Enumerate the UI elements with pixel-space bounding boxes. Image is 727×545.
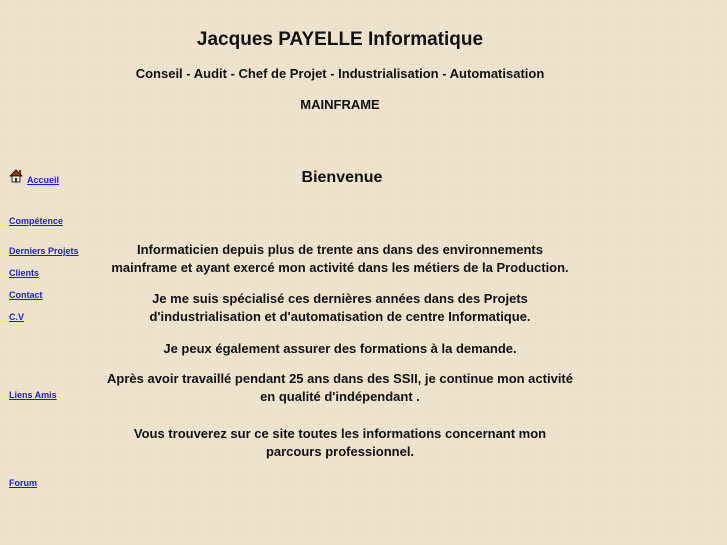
home-icon[interactable] <box>9 169 22 182</box>
intro-paragraph-4: Après avoir travaillé pendant 25 ans dans des SSII, je continue mon activité en qualité d'indépendant . <box>107 371 573 404</box>
welcome-heading <box>242 169 442 187</box>
welcome-heading-text: Bienvenue <box>301 169 383 186</box>
nav-forum[interactable]: Forum <box>9 478 37 488</box>
intro-paragraph-3: Je peux également assurer des formations à la demande. <box>163 341 517 356</box>
intro-paragraph-1: Informaticien depuis plus de trente ans dans des environnements mainframe et ayant exercé mon activité dans les métiers de la Production. <box>111 242 569 275</box>
nav-cv[interactable]: C.V <box>9 312 25 322</box>
site-tag: MAINFRAME <box>300 97 380 112</box>
nav-clients[interactable]: Clients <box>9 268 40 278</box>
site-subtitle: Conseil - Audit - Chef de Projet - Industrialisation - Automatisation <box>135 66 545 81</box>
intro-paragraph-2: Je me suis spécialisé ces dernières années dans des Projets d'industrialisation et d'automatisation de centre Informatique. <box>149 291 531 324</box>
site-title: Jacques PAYELLE Informatique <box>196 29 484 50</box>
nav-accueil[interactable]: Accueil <box>27 175 60 185</box>
nav-liens-amis[interactable]: Liens Amis <box>9 390 57 400</box>
nav-contact[interactable]: Contact <box>9 290 43 300</box>
intro-paragraph-5: Vous trouverez sur ce site toutes les informations concernant mon parcours professionnel. <box>133 426 547 459</box>
nav-competence[interactable]: Compétence <box>9 216 64 226</box>
nav-derniers-projets[interactable]: Derniers Projets <box>9 246 79 256</box>
